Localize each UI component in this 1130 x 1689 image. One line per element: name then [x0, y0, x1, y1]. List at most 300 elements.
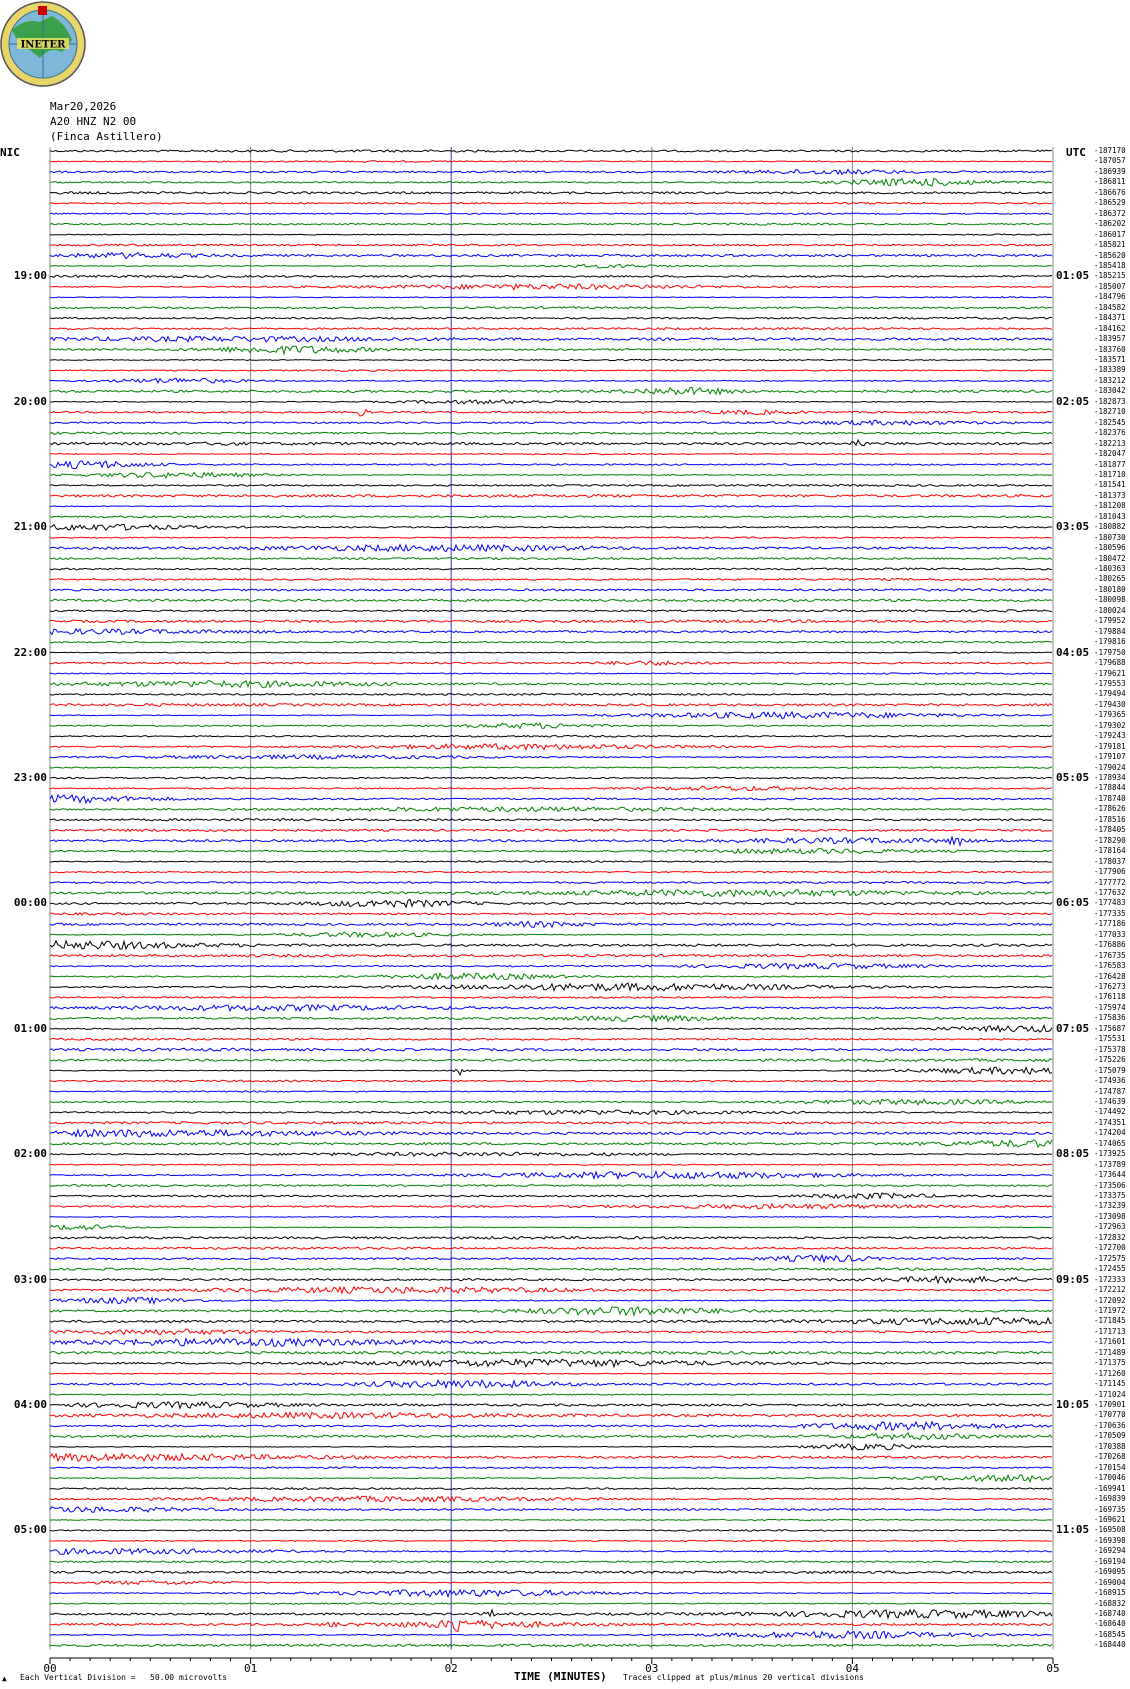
seismic-trace-77 — [50, 954, 1052, 957]
trace-offset-value: -177483 — [1094, 898, 1126, 908]
trace-offset-value: -186676 — [1094, 187, 1126, 197]
trace-offset-value: -184796 — [1094, 292, 1126, 302]
right-time-label: 05:05 — [1056, 771, 1090, 784]
ineter-globe-logo-icon — [1, 2, 85, 86]
seismic-trace-40 — [50, 568, 1052, 570]
trace-offset-value: -171845 — [1094, 1316, 1126, 1326]
trace-offset-value: -179816 — [1094, 637, 1126, 647]
left-time-label: 21:00 — [13, 520, 47, 534]
trace-offset-value: -173375 — [1094, 1191, 1126, 1200]
left-time-label: 19:00 — [13, 269, 47, 283]
seismic-trace-110 — [50, 1297, 1052, 1303]
seismic-trace-136 — [50, 1571, 1052, 1574]
trace-offset-value: -172575 — [1094, 1253, 1126, 1263]
seismic-trace-117 — [50, 1373, 1052, 1374]
trace-offset-value: -185215 — [1094, 271, 1126, 281]
right-time-label: 06:05 — [1056, 896, 1090, 910]
seismic-trace-86 — [50, 1048, 1052, 1051]
trace-offset-value: -179494 — [1094, 689, 1126, 699]
trace-offset-value: -179553 — [1094, 678, 1126, 688]
seismic-trace-111 — [50, 1307, 1052, 1315]
trace-offset-value: -170636 — [1094, 1420, 1126, 1430]
seismic-trace-112 — [50, 1318, 1052, 1325]
seismic-trace-9 — [50, 244, 1052, 246]
seismic-trace-10 — [50, 253, 1052, 259]
seismic-trace-0 — [50, 150, 1052, 152]
trace-offset-value: -171713 — [1094, 1326, 1126, 1336]
trace-offset-value: -171489 — [1094, 1347, 1126, 1357]
seismic-trace-130 — [50, 1507, 1052, 1512]
seismic-trace-101 — [50, 1204, 1052, 1209]
trace-offset-value: -180098 — [1094, 595, 1126, 605]
trace-offset-value: -170268 — [1094, 1452, 1126, 1462]
seismic-trace-137 — [50, 1581, 1052, 1585]
trace-offset-value: -173925 — [1094, 1149, 1126, 1159]
x-tick-label: 03 — [645, 1662, 659, 1675]
seismic-trace-141 — [50, 1620, 1052, 1631]
seismic-trace-13 — [50, 284, 1052, 290]
seismic-trace-56 — [50, 735, 1052, 737]
seismic-trace-58 — [50, 755, 1052, 759]
seismic-trace-134 — [50, 1548, 1052, 1554]
seismic-trace-2 — [50, 170, 1052, 175]
trace-offset-value: -174065 — [1094, 1138, 1126, 1148]
trace-offset-value: -173644 — [1094, 1170, 1126, 1180]
seismic-trace-47 — [50, 641, 1052, 643]
seismic-trace-93 — [50, 1122, 1052, 1125]
seismic-trace-124 — [50, 1444, 1052, 1450]
x-axis-label: TIME (MINUTES) — [514, 1670, 607, 1683]
seismic-trace-6 — [50, 213, 1052, 215]
trace-offset-value: -179365 — [1094, 710, 1126, 720]
trace-offset-value: -174639 — [1094, 1096, 1126, 1106]
trace-offset-value: -183389 — [1094, 365, 1126, 375]
trace-offset-value: -178516 — [1094, 814, 1126, 824]
seismic-trace-57 — [50, 744, 1052, 750]
trace-offset-value: -176583 — [1094, 961, 1126, 971]
seismic-trace-98 — [50, 1172, 1052, 1179]
seismic-trace-36 — [50, 524, 1052, 530]
seismic-trace-120 — [50, 1402, 1052, 1409]
trace-offset-value: -174787 — [1094, 1086, 1126, 1096]
footer-clip-text: Traces clipped at plus/minus 20 vertical divisions — [623, 1673, 864, 1682]
trace-offset-value: -179430 — [1094, 699, 1126, 709]
seismic-trace-63 — [50, 807, 1052, 812]
seismic-trace-87 — [50, 1059, 1052, 1062]
seismic-trace-62 — [50, 795, 1052, 803]
seismic-trace-104 — [50, 1237, 1052, 1240]
seismic-trace-17 — [50, 328, 1052, 330]
trace-offset-value: -177772 — [1094, 877, 1126, 887]
trace-offset-value: -180265 — [1094, 574, 1126, 584]
trace-offset-value: -179621 — [1094, 668, 1126, 678]
trace-offset-value: -169004 — [1094, 1577, 1126, 1587]
seismic-trace-28 — [50, 440, 1052, 446]
trace-offset-value: -185821 — [1094, 240, 1126, 250]
trace-offset-value: -170509 — [1094, 1431, 1126, 1441]
trace-offset-value: -184582 — [1094, 302, 1126, 312]
seismic-trace-121 — [50, 1412, 1052, 1418]
trace-offset-value: -184371 — [1094, 313, 1126, 323]
seismic-trace-50 — [50, 673, 1052, 675]
left-timezone-label: NIC — [0, 146, 20, 159]
trace-offset-value: -180180 — [1094, 584, 1126, 594]
seismic-trace-109 — [50, 1287, 1052, 1293]
x-tick-label: 05 — [1046, 1662, 1060, 1675]
trace-offset-value: -182047 — [1094, 449, 1126, 459]
seismic-trace-29 — [50, 453, 1052, 454]
trace-offset-value: -182213 — [1094, 438, 1126, 448]
trace-offset-value: -172092 — [1094, 1295, 1126, 1305]
trace-offset-value: -178037 — [1094, 856, 1126, 866]
right-timezone-label: UTC — [1066, 146, 1086, 159]
trace-offset-value: -172963 — [1094, 1222, 1126, 1232]
trace-offset-value: -182710 — [1094, 407, 1126, 417]
seismic-trace-11 — [50, 264, 1052, 268]
trace-offset-value: -175974 — [1094, 1002, 1126, 1012]
trace-offset-value: -179302 — [1094, 720, 1126, 730]
left-time-label: 01:00 — [13, 1021, 47, 1035]
seismic-trace-133 — [50, 1540, 1052, 1542]
seismic-trace-26 — [50, 420, 1052, 425]
seismic-trace-81 — [50, 997, 1052, 999]
seismic-trace-115 — [50, 1351, 1052, 1354]
trace-offset-value: -178405 — [1094, 825, 1126, 835]
seismic-trace-107 — [50, 1268, 1052, 1270]
seismic-trace-92 — [50, 1110, 1052, 1115]
seismic-trace-33 — [50, 494, 1052, 497]
trace-offset-value: -170388 — [1094, 1441, 1126, 1451]
trace-offset-value: -181208 — [1094, 501, 1126, 511]
seismic-trace-64 — [50, 819, 1052, 821]
trace-offset-value: -183571 — [1094, 355, 1126, 364]
trace-offset-value: -178626 — [1094, 804, 1126, 814]
trace-offset-value: -182873 — [1094, 396, 1126, 406]
left-time-label: 04:00 — [13, 1398, 47, 1411]
seismic-trace-24 — [50, 400, 1052, 404]
seismic-trace-135 — [50, 1561, 1052, 1563]
seismic-trace-55 — [50, 723, 1052, 728]
trace-offset-value: -169508 — [1094, 1525, 1126, 1535]
right-time-label: 02:05 — [1056, 394, 1090, 408]
trace-offset-value: -181043 — [1094, 511, 1126, 521]
trace-offset-value: -168915 — [1094, 1588, 1126, 1598]
trace-offset-value: -183042 — [1094, 386, 1126, 396]
seismic-trace-52 — [50, 693, 1052, 695]
seismic-trace-22 — [50, 378, 1052, 383]
seismic-trace-105 — [50, 1247, 1052, 1249]
trace-offset-value: -186017 — [1094, 229, 1126, 239]
seismic-trace-131 — [50, 1519, 1052, 1520]
trace-offset-value: -172212 — [1094, 1285, 1126, 1295]
trace-offset-value: -169095 — [1094, 1567, 1126, 1577]
trace-offset-value: -174204 — [1094, 1128, 1126, 1138]
seismic-trace-95 — [50, 1140, 1052, 1147]
trace-offset-value: -182376 — [1094, 428, 1126, 438]
trace-offset-value: -173506 — [1094, 1180, 1126, 1190]
trace-offset-value: -173098 — [1094, 1211, 1126, 1221]
trace-offset-value: -176428 — [1094, 971, 1126, 981]
seismic-trace-43 — [50, 599, 1052, 602]
seismic-trace-37 — [50, 537, 1052, 539]
logo-text: INETER — [20, 39, 66, 51]
seismic-trace-7 — [50, 223, 1052, 225]
trace-offset-value: -168740 — [1094, 1609, 1126, 1618]
seismic-trace-61 — [50, 786, 1052, 790]
x-tick-label: 04 — [845, 1662, 860, 1675]
header-date: Mar20,2026 — [50, 100, 117, 113]
seismic-trace-82 — [50, 1005, 1052, 1011]
trace-offset-value: -175378 — [1094, 1044, 1126, 1054]
seismic-trace-3 — [50, 178, 1052, 186]
trace-offset-value: -177033 — [1094, 929, 1126, 939]
right-time-label: 07:05 — [1056, 1021, 1090, 1035]
trace-offset-value: -179884 — [1094, 626, 1126, 636]
trace-offset-value: -179107 — [1094, 752, 1126, 762]
trace-offset-value: -170154 — [1094, 1462, 1126, 1472]
trace-offset-value: -177335 — [1094, 908, 1126, 918]
seismic-trace-140 — [50, 1610, 1052, 1618]
trace-offset-value: -185007 — [1094, 281, 1126, 291]
seismic-trace-108 — [50, 1276, 1052, 1283]
trace-offset-value: -184162 — [1094, 323, 1126, 333]
trace-offset-value: -169294 — [1094, 1546, 1126, 1556]
left-time-label: 05:00 — [13, 1523, 47, 1537]
trace-offset-value: -168440 — [1094, 1640, 1126, 1650]
seismic-trace-106 — [50, 1255, 1052, 1262]
seismic-trace-73 — [50, 913, 1052, 915]
trace-offset-value: -174936 — [1094, 1076, 1126, 1086]
trace-offset-value: -179952 — [1094, 616, 1126, 626]
seismic-trace-68 — [50, 861, 1052, 863]
trace-offset-value: -180024 — [1094, 605, 1126, 615]
right-time-label: 01:05 — [1056, 269, 1090, 283]
seismic-trace-74 — [50, 921, 1052, 927]
trace-offset-value: -172333 — [1094, 1274, 1126, 1284]
trace-offset-value: -169621 — [1094, 1514, 1126, 1524]
left-time-label: 02:00 — [13, 1147, 47, 1161]
seismic-trace-69 — [50, 871, 1052, 873]
trace-offset-value: -177906 — [1094, 867, 1126, 877]
seismic-trace-32 — [50, 484, 1052, 486]
seismic-trace-18 — [50, 336, 1052, 342]
seismic-trace-27 — [50, 432, 1052, 434]
seismic-trace-122 — [50, 1422, 1052, 1430]
trace-offset-value: -187057 — [1094, 156, 1126, 166]
seismic-trace-97 — [50, 1164, 1052, 1166]
trace-offset-value: -170770 — [1094, 1410, 1126, 1420]
left-time-label: 23:00 — [13, 771, 47, 784]
trace-offset-value: -180596 — [1094, 543, 1126, 553]
seismic-trace-12 — [50, 275, 1052, 277]
seismic-trace-25 — [50, 410, 1052, 417]
trace-offset-value: -170046 — [1094, 1473, 1126, 1483]
seismic-trace-71 — [50, 890, 1052, 897]
trace-offset-value: -168832 — [1094, 1598, 1126, 1608]
seismic-trace-132 — [50, 1530, 1052, 1532]
seismic-trace-54 — [50, 712, 1052, 719]
seismic-trace-38 — [50, 545, 1052, 552]
seismic-trace-46 — [50, 629, 1052, 635]
seismic-trace-21 — [50, 370, 1052, 372]
trace-offset-value: -175226 — [1094, 1055, 1126, 1065]
header-location: (Finca Astillero) — [50, 130, 163, 143]
seismic-trace-41 — [50, 578, 1052, 580]
seismic-trace-139 — [50, 1603, 1052, 1605]
trace-offset-value: -177632 — [1094, 887, 1126, 897]
trace-offset-value: -169941 — [1094, 1483, 1126, 1493]
seismic-trace-103 — [50, 1225, 1052, 1230]
seismic-trace-19 — [50, 346, 1052, 354]
trace-offset-value: -174492 — [1094, 1107, 1126, 1117]
trace-offset-value: -183760 — [1094, 344, 1126, 354]
trace-offset-value: -171260 — [1094, 1368, 1126, 1378]
seismic-trace-114 — [50, 1338, 1052, 1346]
trace-offset-value: -171375 — [1094, 1358, 1126, 1368]
seismic-trace-79 — [50, 973, 1052, 979]
trace-offset-value: -186372 — [1094, 208, 1126, 218]
trace-offset-value: -175079 — [1094, 1065, 1126, 1075]
trace-offset-value: -179024 — [1094, 762, 1126, 772]
trace-offset-value: -171601 — [1094, 1337, 1126, 1347]
seismic-trace-23 — [50, 387, 1052, 394]
seismic-trace-100 — [50, 1193, 1052, 1199]
right-time-label: 10:05 — [1056, 1398, 1090, 1411]
seismic-trace-138 — [50, 1590, 1052, 1597]
trace-offset-value: -169194 — [1094, 1556, 1126, 1566]
seismic-trace-39 — [50, 558, 1052, 560]
x-tick-label: 01 — [243, 1662, 258, 1675]
seismic-trace-60 — [50, 777, 1052, 779]
seismic-trace-91 — [50, 1099, 1052, 1105]
trace-offset-value: -181541 — [1094, 480, 1126, 490]
seismic-trace-15 — [50, 307, 1052, 309]
seismic-trace-59 — [50, 767, 1052, 769]
trace-offset-value: -183212 — [1094, 375, 1126, 385]
seismic-trace-16 — [50, 317, 1052, 319]
trace-offset-value: -179181 — [1094, 741, 1126, 751]
seismic-trace-70 — [50, 881, 1052, 883]
seismic-trace-126 — [50, 1467, 1052, 1469]
seismic-trace-94 — [50, 1130, 1052, 1138]
trace-offset-value: -181373 — [1094, 490, 1126, 500]
trace-offset-value: -172700 — [1094, 1243, 1126, 1253]
seismic-trace-31 — [50, 472, 1052, 478]
left-time-label: 22:00 — [13, 645, 47, 659]
trace-offset-value: -175531 — [1094, 1034, 1126, 1044]
trace-offset-value: -180730 — [1094, 532, 1126, 542]
seismic-trace-75 — [50, 932, 1052, 937]
trace-offset-value: -182545 — [1094, 417, 1126, 427]
right-time-label: 03:05 — [1056, 520, 1090, 534]
trace-offset-value: -173239 — [1094, 1201, 1126, 1211]
seismic-trace-67 — [50, 849, 1052, 854]
seismic-trace-1 — [50, 161, 1052, 163]
trace-offset-value: -171024 — [1094, 1389, 1126, 1399]
trace-offset-value: -171145 — [1094, 1379, 1126, 1389]
trace-offset-value: -180882 — [1094, 522, 1126, 532]
trace-offset-value: -187170 — [1094, 146, 1126, 155]
seismic-trace-85 — [50, 1038, 1052, 1040]
seismic-trace-48 — [50, 652, 1052, 653]
seismic-trace-102 — [50, 1216, 1052, 1217]
trace-offset-value: -176118 — [1094, 992, 1126, 1002]
trace-offset-value: -169735 — [1094, 1504, 1126, 1514]
right-time-label: 08:05 — [1056, 1147, 1090, 1161]
seismic-trace-72 — [50, 900, 1052, 908]
seismic-trace-42 — [50, 589, 1052, 591]
seismic-trace-5 — [50, 202, 1052, 204]
seismic-trace-51 — [50, 681, 1052, 688]
seismic-trace-35 — [50, 516, 1052, 518]
seismic-trace-30 — [50, 461, 1052, 469]
seismic-trace-80 — [50, 983, 1052, 991]
seismic-trace-119 — [50, 1394, 1052, 1396]
seismic-trace-116 — [50, 1359, 1052, 1367]
trace-offset-value: -169839 — [1094, 1494, 1126, 1504]
trace-offset-value: -180472 — [1094, 553, 1126, 563]
trace-offset-value: -176735 — [1094, 950, 1126, 960]
footer-left-mark: ▲ — [2, 1674, 7, 1683]
right-time-label: 11:05 — [1056, 1523, 1090, 1537]
trace-offset-value: -179243 — [1094, 731, 1126, 741]
left-time-label: 20:00 — [13, 394, 47, 408]
seismic-trace-113 — [50, 1329, 1052, 1335]
seismic-trace-78 — [50, 963, 1052, 969]
seismic-trace-45 — [50, 620, 1052, 623]
seismic-trace-129 — [50, 1496, 1052, 1502]
left-time-label: 00:00 — [13, 896, 47, 910]
seismic-trace-125 — [50, 1454, 1052, 1462]
trace-offset-value: -178164 — [1094, 846, 1126, 856]
trace-offset-value: -169398 — [1094, 1535, 1126, 1545]
trace-offset-value: -185418 — [1094, 260, 1126, 270]
trace-offset-value: -178290 — [1094, 835, 1126, 845]
trace-offset-value: -168640 — [1094, 1619, 1126, 1629]
trace-offset-value: -171972 — [1094, 1305, 1126, 1315]
seismic-trace-65 — [50, 829, 1052, 832]
trace-offset-value: -181877 — [1094, 459, 1126, 469]
trace-offset-value: -183957 — [1094, 334, 1126, 344]
trace-offset-value: -175836 — [1094, 1013, 1126, 1023]
seismic-trace-89 — [50, 1080, 1052, 1082]
seismic-trace-44 — [50, 610, 1052, 612]
seismic-trace-8 — [50, 234, 1052, 235]
trace-offset-value: -176886 — [1094, 940, 1126, 950]
seismic-trace-53 — [50, 704, 1052, 707]
left-time-label: 03:00 — [13, 1272, 47, 1286]
trace-offset-value: -174351 — [1094, 1117, 1126, 1127]
trace-offset-value: -173789 — [1094, 1159, 1126, 1169]
seismic-trace-127 — [50, 1475, 1052, 1482]
footer-scale-text: Each Vertical Division = 50.00 microvolts — [20, 1673, 228, 1682]
trace-offset-value: -168545 — [1094, 1629, 1126, 1639]
trace-offset-value: -185620 — [1094, 250, 1126, 260]
x-tick-label: 00 — [43, 1662, 57, 1675]
seismic-trace-76 — [50, 941, 1052, 949]
trace-offset-value: -180363 — [1094, 564, 1126, 573]
trace-offset-value: -179688 — [1094, 658, 1126, 668]
header-station: A20 HNZ N2 00 — [50, 115, 137, 128]
seismic-trace-99 — [50, 1185, 1052, 1187]
seismic-trace-96 — [50, 1152, 1052, 1156]
trace-offset-value: -172455 — [1094, 1264, 1126, 1274]
trace-offset-value: -176273 — [1094, 982, 1126, 991]
trace-offset-value: -175687 — [1094, 1023, 1126, 1033]
seismic-trace-83 — [50, 1015, 1052, 1021]
trace-offset-value: -181710 — [1094, 469, 1126, 479]
trace-offset-value: -179750 — [1094, 647, 1126, 657]
